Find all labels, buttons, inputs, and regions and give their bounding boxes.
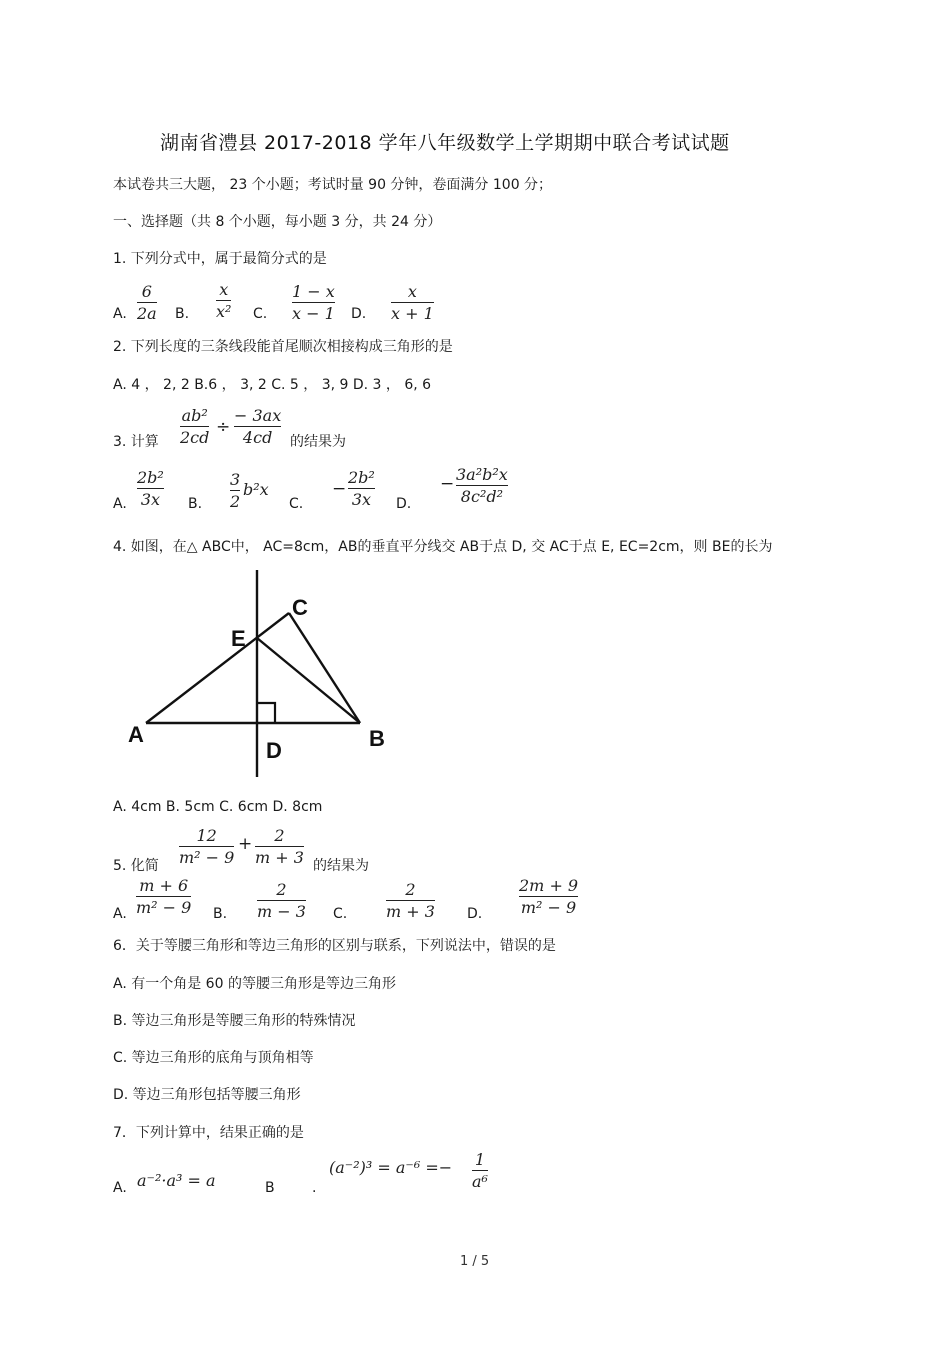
q5-option-b-numerator: 2 xyxy=(276,880,287,899)
q7-option-a-expression: a⁻²·a³ = a xyxy=(137,1171,216,1190)
q1-label-b: B. xyxy=(175,306,190,322)
q3-option-b-fraction xyxy=(230,470,240,511)
q5-label-d: D. xyxy=(467,906,483,922)
q5-prefix: 5. 化简 xyxy=(113,858,159,874)
q1-option-c-fraction xyxy=(292,282,335,323)
q5-option-a-fraction xyxy=(136,876,191,917)
q1-option-c-denominator: x − 1 xyxy=(292,304,335,323)
q3-option-a-numerator: 2b² xyxy=(137,468,164,487)
q5-option-d-denominator: m² − 9 xyxy=(520,898,577,917)
q7-option-b-fraction xyxy=(472,1150,488,1191)
q3-label-b: B. xyxy=(188,496,203,512)
q3-option-a-denominator: 3x xyxy=(140,490,161,509)
q5-expr-operator: + xyxy=(238,834,253,854)
q3-option-d-numerator: 3a²b²x xyxy=(456,465,508,484)
q5-expr-denominator-2: m + 3 xyxy=(255,848,304,867)
q5-expr-numerator-2: 2 xyxy=(274,826,285,845)
q5-expr-fraction-1 xyxy=(179,826,234,867)
q5-suffix: 的结果为 xyxy=(313,858,369,874)
segment-cb xyxy=(289,613,360,723)
q5-expr-denominator-1: m² − 9 xyxy=(179,848,235,867)
q3-option-d-denominator: 8c²d² xyxy=(460,487,504,506)
q3-expr-numerator-2: − 3ax xyxy=(234,406,282,425)
q3-option-d-sign: − xyxy=(440,474,455,494)
q3-option-b-numerator: 3 xyxy=(230,470,241,489)
point-label-c: C xyxy=(292,595,308,620)
q3-option-c-fraction xyxy=(348,468,375,509)
q7-label-b-dot: . xyxy=(312,1180,317,1196)
q3-label-d: D. xyxy=(396,496,412,512)
q5-option-d-fraction xyxy=(519,876,578,917)
q5-option-b-denominator: m − 3 xyxy=(257,902,306,921)
q3-expr-denominator-2: 4cd xyxy=(242,428,273,447)
q1-option-b-numerator: x xyxy=(219,280,229,299)
point-label-a: A xyxy=(128,722,144,747)
q1-option-b-denominator: x² xyxy=(216,302,232,321)
q5-expr-fraction-2 xyxy=(255,826,304,867)
q5-option-b-fraction xyxy=(257,880,306,921)
q7-option-b-expression: (a⁻²)³ = a⁻⁶ =− xyxy=(329,1158,453,1177)
q3-option-c-denominator: 3x xyxy=(351,490,372,509)
q1-label-d: D. xyxy=(351,306,367,322)
point-label-e: E xyxy=(231,626,246,651)
q1-label-a: A. xyxy=(113,306,127,322)
segment-eb xyxy=(257,638,360,723)
page-number: 1 / 5 xyxy=(460,1254,490,1269)
q3-option-b-tail: b²x xyxy=(243,480,269,499)
q6-option-b: B. 等边三角形是等腰三角形的特殊情况 xyxy=(113,1013,356,1029)
q1-option-a-numerator: 6 xyxy=(141,282,152,301)
point-label-b: B xyxy=(369,726,385,751)
q4-options: A. 4cm B. 5cm C. 6cm D. 8cm xyxy=(113,799,323,815)
q5-option-c-denominator: m + 3 xyxy=(386,902,435,921)
q7-option-b-numerator: 1 xyxy=(474,1150,486,1169)
q1-option-d-fraction xyxy=(391,282,434,323)
q5-option-c-fraction xyxy=(386,880,435,921)
section-heading: 一、选择题（共 8 个小题，每小题 3 分，共 24 分） xyxy=(113,214,442,230)
q3-option-c-sign: − xyxy=(332,479,347,499)
q3-expr-operator: ÷ xyxy=(216,417,231,437)
q6-option-c: C. 等边三角形的底角与顶角相等 xyxy=(113,1050,314,1066)
q3-label-c: C. xyxy=(289,496,304,512)
q5-label-c: C. xyxy=(333,906,348,922)
exam-intro: 本试卷共三大题， 23 个小题；考试时量 90 分钟，卷面满分 100 分； xyxy=(113,177,553,193)
q3-option-c-numerator: 2b² xyxy=(348,468,375,487)
triangle-figure xyxy=(110,565,410,785)
q3-prefix: 3. 计算 xyxy=(113,434,159,450)
q3-option-a-fraction xyxy=(137,468,164,509)
q1-option-b-fraction xyxy=(216,280,231,321)
q3-option-b-denominator: 2 xyxy=(230,492,241,511)
q5-option-c-numerator: 2 xyxy=(405,880,416,899)
q3-option-d-fraction xyxy=(456,465,508,506)
q3-label-a: A. xyxy=(113,496,127,512)
q4-stem: 4. 如图，在△ ABC中， AC=8cm，AB的垂直平分线交 AB于点 D, 交 AC于点 E, EC=2cm，则 BE的长为 xyxy=(113,539,773,555)
q7-label-b: B xyxy=(265,1180,275,1196)
q1-option-c-numerator: 1 − x xyxy=(292,282,335,301)
segment-ac xyxy=(146,613,289,723)
q1-option-d-numerator: x xyxy=(407,282,417,301)
q7-option-b-denominator: a⁶ xyxy=(472,1172,488,1191)
q1-label-c: C. xyxy=(253,306,268,322)
q3-expr-numerator-1: ab² xyxy=(181,406,208,425)
q5-option-a-denominator: m² − 9 xyxy=(136,898,192,917)
q6-option-a: A. 有一个角是 60 的等腰三角形是等边三角形 xyxy=(113,976,396,992)
page-title: 湖南省澧县 2017-2018 学年八年级数学上学期期中联合考试试题 xyxy=(160,132,730,154)
q5-expr-numerator-1: 12 xyxy=(196,826,217,845)
q7-stem: 7．下列计算中，结果正确的是 xyxy=(113,1125,304,1141)
q2-stem: 2. 下列长度的三条线段能首尾顺次相接构成三角形的是 xyxy=(113,339,453,355)
q2-options: A. 4 ， 2, 2 B.6 ， 3, 2 C. 5 ， 3, 9 D. 3 ， 6, 6 xyxy=(113,377,432,393)
q5-option-d-numerator: 2m + 9 xyxy=(519,876,579,895)
q3-expr-fraction-1 xyxy=(180,406,209,447)
q1-option-a-fraction xyxy=(137,282,157,323)
q6-stem: 6．关于等腰三角形和等边三角形的区别与联系，下列说法中，错误的是 xyxy=(113,938,556,954)
q3-expr-fraction-2 xyxy=(234,406,281,447)
q3-expr-denominator-1: 2cd xyxy=(180,428,210,447)
q5-label-b: B. xyxy=(213,906,228,922)
q1-option-d-denominator: x + 1 xyxy=(391,304,434,323)
point-label-d: D xyxy=(266,738,282,763)
q6-option-d: D. 等边三角形包括等腰三角形 xyxy=(113,1087,301,1103)
q7-label-a: A. xyxy=(113,1180,127,1196)
q5-option-a-numerator: m + 6 xyxy=(139,876,189,895)
right-angle-mark xyxy=(257,703,275,723)
q1-option-a-denominator: 2a xyxy=(137,304,157,323)
q3-suffix: 的结果为 xyxy=(290,434,346,450)
q1-stem: 1. 下列分式中，属于最简分式的是 xyxy=(113,251,327,267)
q5-label-a: A. xyxy=(113,906,127,922)
